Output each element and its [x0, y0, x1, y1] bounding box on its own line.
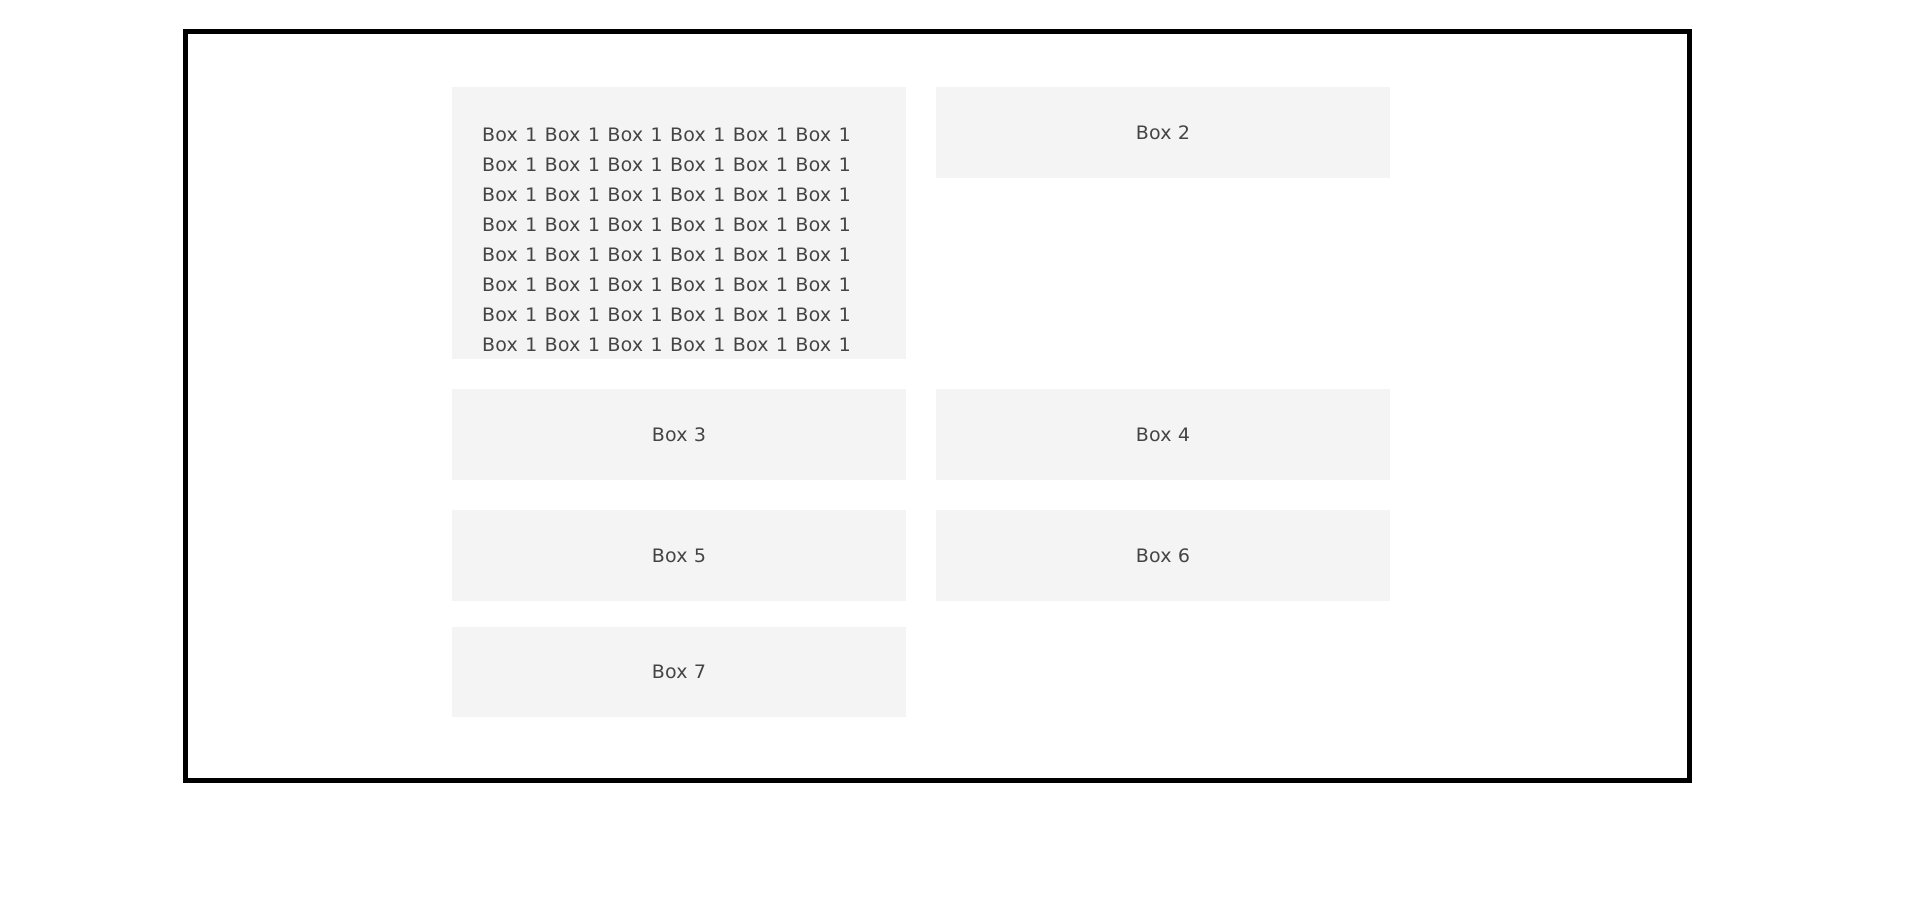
grid-box-3: Box 3	[452, 389, 906, 480]
grid-box-7: Box 7	[452, 627, 906, 717]
grid-box-2: Box 2	[936, 87, 1390, 178]
grid-box-6: Box 6	[936, 510, 1390, 601]
grid-box-5: Box 5	[452, 510, 906, 601]
grid-container-frame	[183, 29, 1692, 783]
grid-box-1: Box 1 Box 1 Box 1 Box 1 Box 1 Box 1 Box 1 Box 1 Box 1 Box 1 Box 1 Box 1 Box 1 Box 1 Box 1 Box 1 Box 1 Box 1 Box 1 Box 1 Box 1 Box 1 Box 1 Box 1 Box 1 Box 1 Box 1 Box 1 Box 1 Box 1 Box 1 Box 1 Box 1 Box 1 Box 1 Box 1 Box 1 Box 1 Box 1 Box 1 Box 1 Box 1 Box 1 Box 1 Box 1 Box 1 Box 1 Box 1	[452, 87, 906, 359]
grid-box-4: Box 4	[936, 389, 1390, 480]
